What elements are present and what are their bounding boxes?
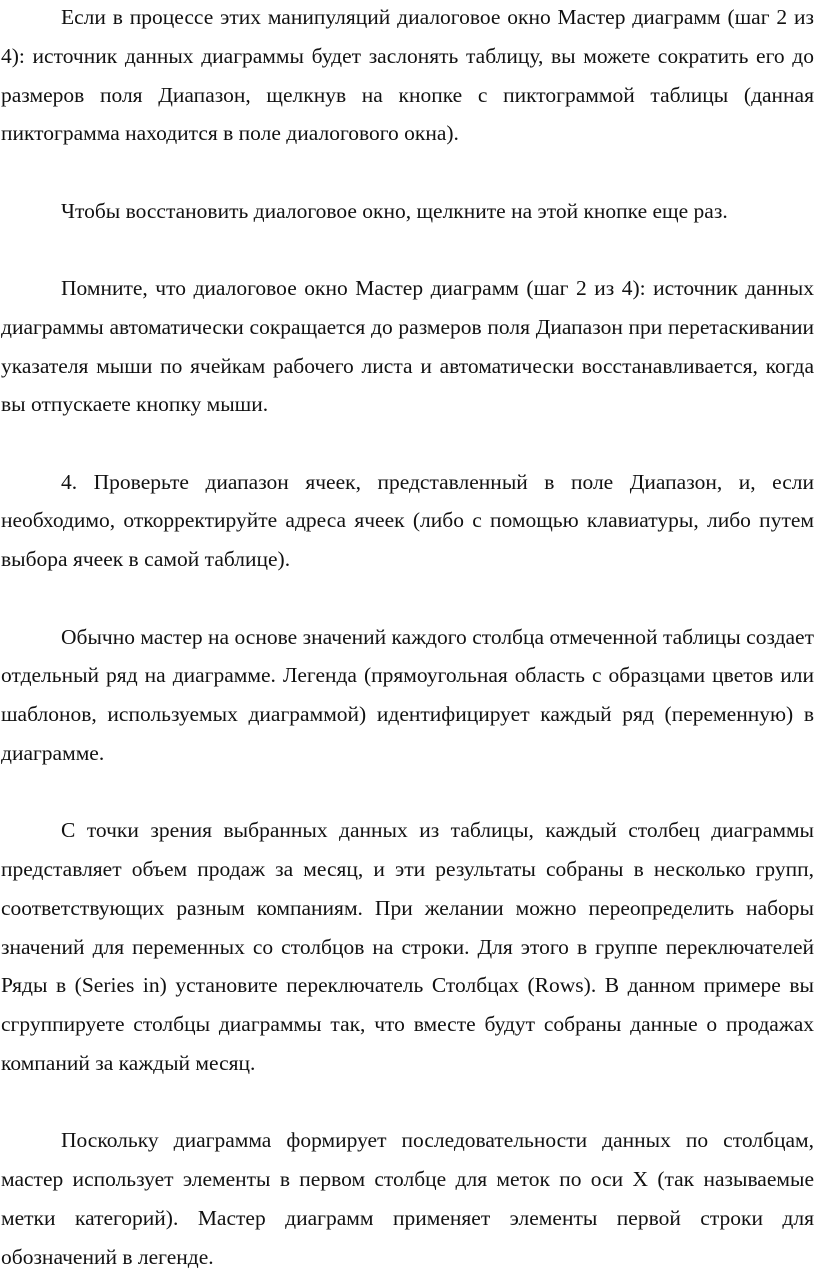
paragraph-auto-collapse-note: Помните, что диалоговое окно Мастер диаграмм (шаг 2 из 4): источник данных диаграммы автоматически сокращается до размеров поля Диапазон при перетаскивании указателя мыши по ячейкам рабочего листа и автоматически восстанавливается, когда вы отпускаете кнопку мыши. [1,275,814,417]
paragraph-step-4-check-range: 4. Проверьте диапазон ячеек, представленный в поле Диапазон, и, если необходимо, откорректируйте адреса ячеек (либо с помощью клавиатуры, либо путем выбора ячеек в самой таблице). [1,469,814,572]
paragraph-series-and-legend: Обычно мастер на основе значений каждого столбца отмеченной таблицы создает отдельный ряд на диаграмме. Легенда (прямоугольная область с образцами цветов или шаблонов, используемых диаграммой) идентифицирует каждый ряд (переменную) в диаграмме. [1,624,814,765]
paragraph-category-labels: Поскольку диаграмма формирует последовательности данных по столбцам, мастер использует элементы в первом столбце для меток по оси X (так называемые метки категорий). Мастер диаграмм применяет элементы первой строки для обозначений в легенде. [1,1128,814,1269]
paragraph-series-in-rows: С точки зрения выбранных данных из таблицы, каждый столбец диаграммы представляет объем продаж за месяц, и эти результаты собраны в несколько групп, соответствующих разным компаниям. При желании можно переопределить наборы значений для переменных со столбцов на строки. Для этого в группе переключателей Ряды в (Series in) установите переключатель Столбцах (Rows). В данном примере вы сгруппируете столбцы диаграммы так, что вместе будут собраны данные о продажах компаний за каждый месяц. [1,818,814,1076]
paragraph-restore-dialog: Чтобы восстановить диалоговое окно, щелкните на этой кнопке еще раз. [61,198,728,223]
paragraph-chart-wizard-collapse: Если в процессе этих манипуляций диалоговое окно Мастер диаграмм (шаг 2 из 4): источник данных диаграммы будет заслонять таблицу, вы можете сократить его до размеров поля Диапазон, щелкнув на кнопке с пиктограммой таблицы (данная пиктограмма находится в поле диалогового окна). [1,5,814,146]
